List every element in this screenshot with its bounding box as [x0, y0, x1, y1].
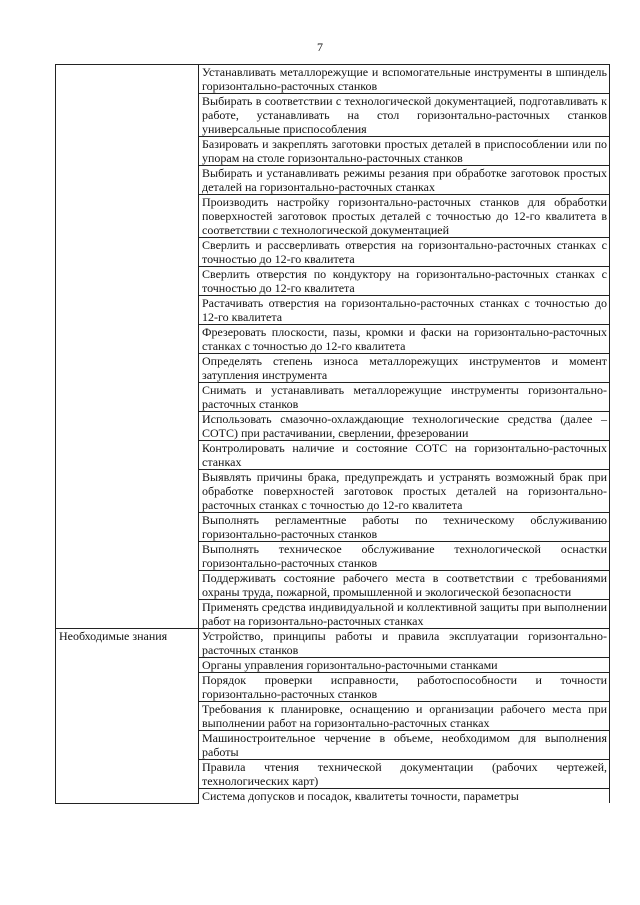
skill-item: Сверлить и рассверливать отверстия на горизонтально-расточных станках с точностью до 12-го квалитета — [199, 238, 610, 267]
skill-item: Контролировать наличие и состояние СОТС на горизонтально-расточных станках — [199, 441, 610, 470]
knowledge-item: Машиностроительное черчение в объеме, необходимом для выполнения работы — [199, 731, 610, 760]
knowledge-item: Порядок проверки исправности, работоспособности и точности горизонтально-расточных станков — [199, 673, 610, 702]
knowledge-item: Органы управления горизонтально-расточными станками — [199, 658, 610, 673]
skill-item: Сверлить отверстия по кондуктору на горизонтально-расточных станках с точностью до 12-го квалитета — [199, 267, 610, 296]
skill-item: Выполнять регламентные работы по техническому обслуживанию горизонтально-расточных станков — [199, 513, 610, 542]
skill-item: Использовать смазочно-охлаждающие технологические средства (далее – СОТС) при растачивании, сверлении, фрезеровании — [199, 412, 610, 441]
table-row — [56, 65, 610, 94]
skill-item: Фрезеровать плоскости, пазы, кромки и фаски на горизонтально-расточных станках с точностью до 12-го квалитета — [199, 325, 610, 354]
skills-label-cell — [56, 65, 199, 629]
skill-item: Устанавливать металлорежущие и вспомогательные инструменты в шпиндель горизонтально-расточных станков — [199, 65, 610, 94]
table-row — [56, 629, 610, 658]
skill-item: Растачивать отверстия на горизонтально-расточных станках с точностью до 12-го квалитета — [199, 296, 610, 325]
skill-item: Поддерживать состояние рабочего места в соответствии с требованиями охраны труда, пожарной, промышленной и экологической безопасности — [199, 571, 610, 600]
knowledge-item: Правила чтения технической документации (рабочих чертежей, технологических карт) — [199, 760, 610, 789]
skill-item: Определять степень износа металлорежущих инструментов и момент затупления инструмента — [199, 354, 610, 383]
skill-item: Производить настройку горизонтально-расточных станков для обработки поверхностей заготовок простых деталей с точностью до 12-го квалитета в соответствии с технологической документацией — [199, 195, 610, 238]
requirements-table — [55, 64, 610, 804]
knowledge-item: Система допусков и посадок, квалитеты точности, параметры — [199, 789, 610, 804]
skill-item: Выполнять техническое обслуживание технологической оснастки горизонтально-расточных станков — [199, 542, 610, 571]
skill-item: Снимать и устанавливать металлорежущие инструменты горизонтально-расточных станков — [199, 383, 610, 412]
page-number: 7 — [317, 40, 323, 54]
skill-item: Применять средства индивидуальной и коллективной защиты при выполнении работ на горизонтально-расточных станках — [199, 600, 610, 629]
skill-item: Выявлять причины брака, предупреждать и устранять возможный брак при обработке поверхностей заготовок простых деталей на горизонтально-расточных станках с точностью до 12-го квалитета — [199, 470, 610, 513]
knowledge-item: Устройство, принципы работы и правила эксплуатации горизонтально-расточных станков — [199, 629, 610, 658]
knowledge-item: Требования к планировке, оснащению и организации рабочего места при выполнении работ на горизонтально-расточных станках — [199, 702, 610, 731]
knowledge-label: Необходимые знания — [56, 629, 199, 804]
skill-item: Выбирать и устанавливать режимы резания при обработке заготовок простых деталей на горизонтально-расточных станках — [199, 166, 610, 195]
skill-item: Выбирать в соответствии с технологической документацией, подготавливать к работе, устанавливать на стол горизонтально-расточных станков универсальные приспособления — [199, 94, 610, 137]
skill-item: Базировать и закреплять заготовки простых деталей в приспособлении или по упорам на столе горизонтально-расточных станков — [199, 137, 610, 166]
